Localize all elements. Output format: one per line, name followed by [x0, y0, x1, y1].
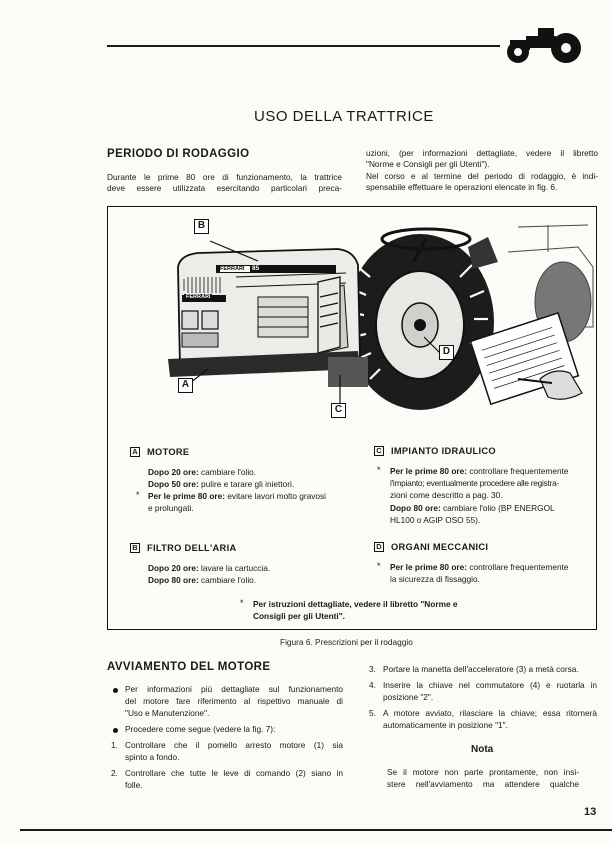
rodaggio-heading: PERIODO DI RODAGGIO — [107, 148, 250, 160]
nota-line-2: stere nell'avviamento ma attendere qualche — [387, 779, 579, 789]
nota-heading: Nota — [471, 744, 494, 755]
step-3-num: 3. — [369, 664, 376, 674]
brand-model: 85 — [252, 265, 260, 272]
brand-front: FERRARI — [186, 294, 211, 300]
idraulico-line-1: Per le prime 80 ore: controllare frequentemente — [390, 466, 569, 476]
rodaggio-right-line-3: Nel corso e al termine del periodo di rodaggio, è indi- — [366, 171, 598, 181]
motore-line-2: Dopo 50 ore: pulire e tarare gli iniettori. — [148, 479, 295, 489]
tractor-icon — [498, 22, 593, 66]
page-number: 13 — [584, 806, 597, 818]
nota-line-1: Se il motore non parte prontamente, non insi- — [387, 767, 579, 777]
bullet-1-line-2: del motore fare riferimento al rispettivo manuale di — [125, 696, 343, 706]
bullet-1-dot — [113, 688, 118, 693]
meccanici-heading: ORGANI MECCANICI — [391, 542, 489, 552]
label-b: B — [194, 219, 209, 234]
motore-line-4: e prolungati. — [148, 503, 194, 513]
idraulico-line-4: Dopo 80 ore: cambiare l'olio (BP ENERGOL — [390, 503, 555, 513]
label-c: C — [331, 403, 346, 418]
step-4-num: 4. — [369, 680, 376, 690]
bullet-1-line-1: Per informazioni più dettagliate sul funzionamento — [125, 684, 343, 694]
idraulico-line-5: HL100 o AGIP OSO 55). — [390, 515, 481, 525]
idraulico-heading: IMPIANTO IDRAULICO — [391, 446, 496, 456]
meccanici-star: * — [377, 561, 381, 571]
header-rule — [107, 45, 500, 47]
rodaggio-right-line-2: "Norme e Consigli per gli Utenti"). — [366, 159, 490, 169]
rodaggio-left-line-2: deve essere utilizzata esercitando particolari preca- — [107, 183, 342, 193]
meccanici-box: D — [374, 542, 384, 552]
step-1-num: 1. — [111, 740, 118, 750]
motore-line-1: Dopo 20 ore: cambiare l'olio. — [148, 467, 257, 477]
figure-caption: Figura 6. Prescrizioni per il rodaggio — [280, 637, 413, 647]
idraulico-line-2: l'impianto; eventualmente procedere alle registra- — [390, 478, 559, 488]
rodaggio-left-line-1: Durante le prime 80 ore di funzionamento, la trattrice — [107, 172, 342, 182]
step-5-line-2: automaticamente in posizione "1". — [383, 720, 508, 730]
step-2-line-1: Controllare che tutte le leve di comando (2) siano in — [125, 768, 343, 778]
step-4-line-2: posizione "2". — [383, 692, 434, 702]
brand-top: FERRARI — [220, 266, 245, 272]
filtro-box: B — [130, 543, 140, 553]
step-2-num: 2. — [111, 768, 118, 778]
step-5-num: 5. — [369, 708, 376, 718]
meccanici-line-1: Per le prime 80 ore: controllare frequentemente — [390, 562, 569, 572]
label-d: D — [439, 345, 454, 360]
figure-note-line-1: Per istruzioni dettagliate, vedere il libretto "Norme e — [253, 599, 458, 609]
meccanici-line-2: la sicurezza di fissaggio. — [390, 574, 480, 584]
bullet-2: Procedere come segue (vedere la fig. 7): — [125, 724, 276, 734]
figure-note-star: * — [240, 598, 244, 608]
rodaggio-right-line-4: spensabile effettuare le operazioni elencate in fig. 6. — [366, 182, 558, 192]
motore-star: * — [136, 490, 140, 500]
motore-line-3: Per le prime 80 ore: evitare lavori molto gravosi — [148, 491, 327, 501]
step-1-line-2: spinto a fondo. — [125, 752, 180, 762]
filtro-line-2: Dopo 80 ore: cambiare l'olio. — [148, 575, 257, 585]
idraulico-box: C — [374, 446, 384, 456]
step-4-line-1: Inserire la chiave nel commutatore (4) e ruotarla in — [383, 680, 597, 690]
idraulico-line-3: zioni come descritto a pag. 30. — [390, 490, 503, 500]
idraulico-star: * — [377, 465, 381, 475]
rodaggio-right-line-1: uzioni, (per informazioni dettagliate, vedere il libretto — [366, 148, 598, 158]
step-2-line-2: folle. — [125, 780, 143, 790]
footer-rule — [20, 829, 612, 831]
avviamento-heading: AVVIAMENTO DEL MOTORE — [107, 661, 271, 673]
filtro-heading: FILTRO DELL'ARIA — [147, 543, 237, 553]
motore-box: A — [130, 447, 140, 457]
label-a: A — [178, 378, 193, 393]
step-3-line-1: Portare la manetta dell'acceleratore (3) a metà corsa. — [383, 664, 579, 674]
step-1-line-1: Controllare che il pomello arresto motore (1) sia — [125, 740, 343, 750]
bullet-2-dot — [113, 728, 118, 733]
motore-heading: MOTORE — [147, 447, 190, 457]
page-title: USO DELLA TRATTRICE — [254, 108, 434, 125]
bullet-1-line-3: "Uso e Manutenzione". — [125, 708, 210, 718]
figure-note-line-2: Consigli per gli Utenti". — [253, 611, 345, 621]
filtro-line-1: Dopo 20 ore: lavare la cartuccia. — [148, 563, 271, 573]
step-5-line-1: A motore avviato, rilasciare la chiave; essa ritornerà — [383, 708, 597, 718]
